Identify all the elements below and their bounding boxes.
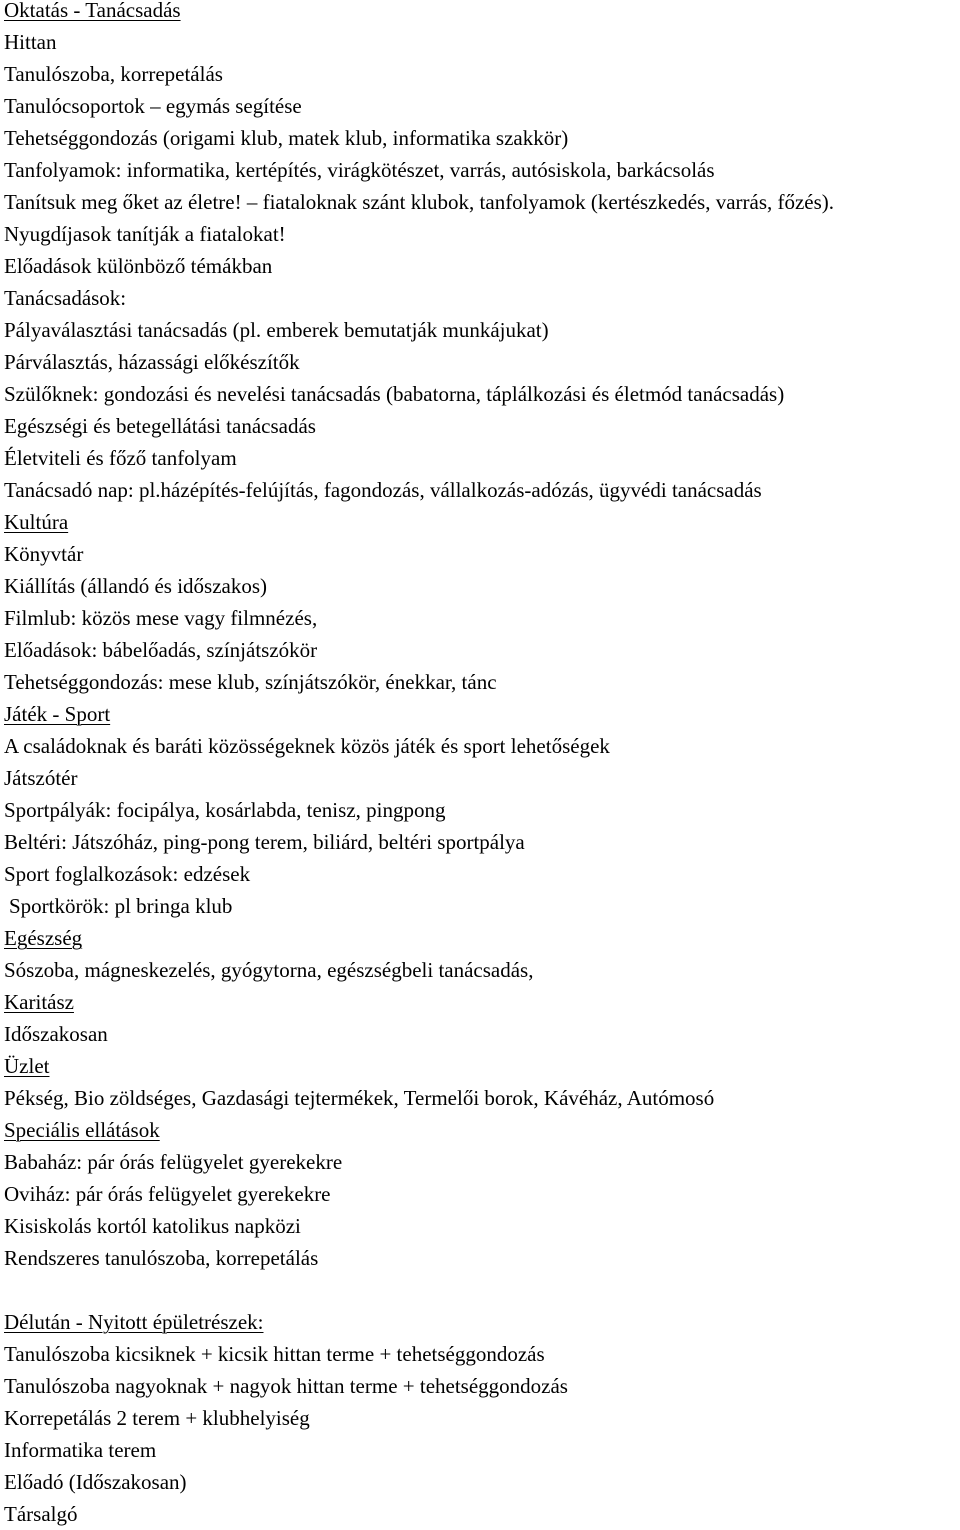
section-heading-specialis: Speciális ellátások (4, 1118, 160, 1142)
section-heading-uzlet: Üzlet (4, 1054, 50, 1078)
list-item: Oviház: pár órás felügyelet gyerekekre (4, 1182, 331, 1206)
list-item: Sportkörök: pl bringa klub (9, 894, 233, 918)
list-item: Tehetséggondozás: mese klub, színjátszókör, énekkar, tánc (4, 670, 497, 694)
list-item: Tanulószoba nagyoknak + nagyok hittan terme + tehetséggondozás (4, 1374, 568, 1398)
list-item: Nyugdíjasok tanítják a fiatalokat! (4, 222, 286, 246)
list-item: Tanfolyamok: informatika, kertépítés, virágkötészet, varrás, autósiskola, barkácsolás (4, 158, 715, 182)
list-item: Informatika terem (4, 1438, 157, 1462)
list-item: Kisiskolás kortól katolikus napközi (4, 1214, 301, 1238)
list-item: A családoknak és baráti közösségeknek közös játék és sport lehetőségek (4, 734, 610, 758)
list-item: Sportpályák: focipálya, kosárlabda, tenisz, pingpong (4, 798, 446, 822)
blank-line (4, 1274, 956, 1306)
list-item: Előadások különböző témákban (4, 254, 273, 278)
list-item: Egészségi és betegellátási tanácsadás (4, 414, 316, 438)
list-item: Könyvtár (4, 542, 84, 566)
section-heading-egeszseg: Egészség (4, 926, 83, 950)
list-item: Előadások: bábelőadás, színjátszókör (4, 638, 318, 662)
list-item: Beltéri: Játszóház, ping-pong terem, biliárd, beltéri sportpálya (4, 830, 525, 854)
list-item: Szülőknek: gondozási és nevelési tanácsadás (babatorna, táplálkozási és életmód tanácsadás) (4, 382, 785, 406)
list-item: Tanulószoba kicsiknek + kicsik hittan terme + tehetséggondozás (4, 1342, 545, 1366)
section-heading-karitasz: Karitász (4, 990, 74, 1014)
list-item: Tanulócsoportok – egymás segítése (4, 94, 302, 118)
list-item: Pályaválasztási tanácsadás (pl. emberek bemutatják munkájukat) (4, 318, 549, 342)
list-item: Tanácsadások: (4, 286, 127, 310)
list-item: Kiállítás (állandó és időszakos) (4, 574, 268, 598)
list-item: Tehetséggondozás (origami klub, matek klub, informatika szakkör) (4, 126, 569, 150)
list-item: Korrepetálás 2 terem + klubhelyiség (4, 1406, 310, 1430)
list-item: Előadó (Időszakosan) (4, 1470, 187, 1494)
section-heading-oktatas: Oktatás - Tanácsadás (4, 0, 181, 22)
list-item: Időszakosan (4, 1022, 108, 1046)
list-item: Hittan (4, 30, 57, 54)
list-item: Játszótér (4, 766, 78, 790)
list-item: Filmlub: közös mese vagy filmnézés, (4, 606, 318, 630)
list-item: Tanácsadó nap: pl.házépítés-felújítás, fagondozás, vállalkozás-adózás, ügyvédi tanácsadás (4, 478, 762, 502)
section-heading-kultura: Kultúra (4, 510, 69, 534)
list-item: Sószoba, mágneskezelés, gyógytorna, egészségbeli tanácsadás, (4, 958, 534, 982)
list-item: Életviteli és főző tanfolyam (4, 446, 237, 470)
section-heading-jatek-sport: Játék - Sport (4, 702, 111, 726)
list-item: Tanulószoba, korrepetálás (4, 62, 223, 86)
list-item: Társalgó (4, 1502, 78, 1526)
section-heading-delutan: Délután - Nyitott épületrészek: (4, 1310, 264, 1334)
list-item: Sport foglalkozások: edzések (4, 862, 251, 886)
list-item: Tanítsuk meg őket az életre! – fiataloknak szánt klubok, tanfolyamok (kertészkedés, varrás, főzés). (4, 190, 835, 214)
list-item: Rendszeres tanulószoba, korrepetálás (4, 1246, 319, 1270)
list-item: Pékség, Bio zöldséges, Gazdasági tejtermékek, Termelői borok, Kávéház, Autómosó (4, 1086, 715, 1110)
document-body (4, 0, 956, 1530)
list-item: Babaház: pár órás felügyelet gyerekekre (4, 1150, 343, 1174)
list-item: Párválasztás, házassági előkészítők (4, 350, 300, 374)
